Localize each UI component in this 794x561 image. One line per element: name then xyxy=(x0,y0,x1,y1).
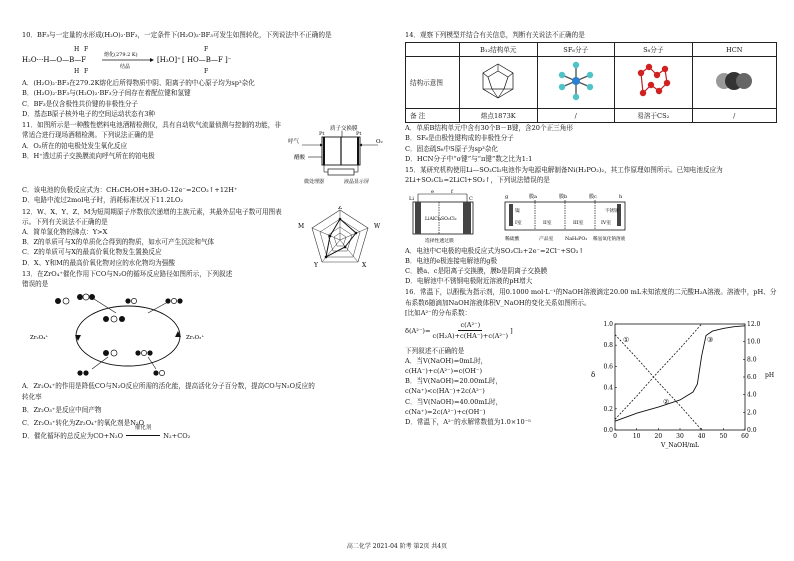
svg-text:F: F xyxy=(204,46,209,54)
y-left-tick-label: 0.8 xyxy=(603,342,613,350)
q12-option-b: B．Z的单质可与X的单质化合得到的物质，如水可产生沉淀和气体 xyxy=(22,238,215,247)
y-right-tick-label: 10.0 xyxy=(747,338,761,346)
svg-text:g: g xyxy=(505,193,509,200)
svg-text:LiAlCl₄: LiAlCl₄ xyxy=(425,216,442,222)
y-right-tick-label: 12.0 xyxy=(747,321,761,329)
q12-option-d: D．X、Y和M的最高价氧化物对应的水化物均为强酸 xyxy=(22,258,175,267)
q14-model-table xyxy=(405,42,777,123)
svg-text:膜b: 膜b xyxy=(559,193,568,200)
q16-option-c-eq: c(Na⁺)=2c(A²⁻)+c(OH⁻) xyxy=(405,407,486,416)
q16-formula-numerator: c(A²⁻) xyxy=(458,320,482,331)
q11-option-d: D．电路中流过2mol电子时，消耗标准状况下11.2LO₂ xyxy=(22,196,184,205)
table-cell: 易溶于CS₂ xyxy=(615,109,693,123)
y-left-tick-label: 1.0 xyxy=(603,321,613,329)
q10-option-c: C．BF₃是仅含极性共价键的非极性分子 xyxy=(22,99,139,108)
q13-option-d-post: N₂+CO₂ xyxy=(163,432,191,441)
table-header-cell: S₈分子 xyxy=(615,43,693,57)
svg-text:h: h xyxy=(619,193,623,200)
y-right-tick-label: 0.0 xyxy=(747,427,757,435)
svg-text:Pt: Pt xyxy=(319,131,325,138)
x-tick-label: 20 xyxy=(654,433,663,441)
q10-option-d: D．基态B原子核外电子的空间运动状态有3种 xyxy=(22,109,156,118)
svg-text:Li: Li xyxy=(409,195,414,202)
table-cell: 备 注 xyxy=(406,109,460,123)
y-right-tick-label: 2.0 xyxy=(747,409,757,417)
svg-text:F: F xyxy=(204,68,209,76)
q13-option-a: A．Zr₂O₄⁺的作用是降低CO与N₂O反应所需的活化能，提高活化分子百分数，提高CO与N₂O反应的 xyxy=(22,382,315,391)
x-tick-label: 30 xyxy=(676,433,684,441)
table-cell: 熔点1873K xyxy=(460,109,538,123)
svg-text:IV室: IV室 xyxy=(601,220,612,226)
q10-condition-bottom: 结晶 xyxy=(120,64,131,71)
svg-text:膜c: 膜c xyxy=(589,193,597,200)
table-header-cell: B₁₂结构单元 xyxy=(460,43,538,57)
y-right-tick-label: 8.0 xyxy=(747,356,757,364)
q13-stem-2: 错误的是 xyxy=(22,280,49,289)
table-row xyxy=(406,43,777,57)
svg-text:醋酸: 醋酸 xyxy=(294,155,306,162)
x-tick-label: 50 xyxy=(719,433,728,441)
svg-text:Zr₂O₃⁺: Zr₂O₃⁺ xyxy=(186,335,205,342)
page-footer: 高二化学 2021-04 阶考 第2页 共4页 xyxy=(346,542,448,550)
svg-text:呼气: 呼气 xyxy=(288,139,300,146)
q14-stem: 14．观察下列模型并结合有关信息，判断有关说法不正确的是 xyxy=(405,31,585,39)
q14-option-b: B．SF₆是由极性键构成的非极性分子 xyxy=(405,134,514,143)
svg-text:SO₂Cl₂: SO₂Cl₂ xyxy=(441,216,457,222)
svg-text:M: M xyxy=(298,222,305,230)
q16-note: [比如A²⁻的分布系数： xyxy=(405,308,472,317)
y-left-tick-label: 0.4 xyxy=(603,384,613,392)
svg-text:膜a: 膜a xyxy=(529,193,537,200)
svg-text:II室: II室 xyxy=(543,220,552,226)
q13-option-b: B．Zr₂O₃⁺是反应中间产物 xyxy=(22,405,102,414)
curve-label-3: ③ xyxy=(707,336,714,345)
q12-option-c: C．Z的单质可与X的最高价氧化物发生置换反应 xyxy=(22,248,162,257)
svg-text:Z: Z xyxy=(338,205,343,211)
q11-fuel-cell-figure xyxy=(286,123,394,185)
svg-text:Y: Y xyxy=(314,261,318,268)
svg-text:F: F xyxy=(84,68,89,76)
svg-text:不锈钢: 不锈钢 xyxy=(605,208,619,214)
q14-option-d: D．HCN分子中“σ键”与“π键”数之比为1:1 xyxy=(405,154,533,163)
q16-titration-chart xyxy=(585,318,775,450)
q16-intro: 下列叙述不正确的是 xyxy=(405,346,465,355)
q10-option-b: B．(H₂O)₂·BF₃与(H₂O)₂·BF₃分子间存在着配位键和氢键 xyxy=(22,89,191,98)
q15-stem: 15．某研究机构使用Li—SO₂Cl₂电池作为电源电解制备Ni(H₂PO₂)₂，其工作原理如图所示。已知电池反应为2Li+SO₂Cl₂=2LiCl+SO₂↑，下列说法错误的是 xyxy=(405,166,723,185)
q10-stem: 10．BF₃与一定量的水形成(H₂O)₂·BF₃，一定条件下(H₂O)₂·BF₃可发生如图转化，下列说法中不正确的是 xyxy=(22,31,332,39)
q16-stem: 16．常温下，以酚酞为指示剂，用0.1000 mol·L⁻¹的NaOH溶液滴定20.00 mL未知浓度的二元酸H₂A溶液。溶液中，pH、分布系数δ随滴加NaOH溶液体积V_NaOH的变化关系如图所示。 xyxy=(405,288,777,307)
q11-block xyxy=(22,119,394,185)
svg-text:Zr₂O₄⁺: Zr₂O₄⁺ xyxy=(30,335,49,342)
svg-text:F: F xyxy=(84,46,89,54)
svg-text:微处理器: 微处理器 xyxy=(304,179,325,186)
svg-text:H: H xyxy=(74,46,80,54)
svg-text:III室: III室 xyxy=(573,220,584,226)
hcn-structure-image xyxy=(692,57,776,109)
x-axis-label: V_NaOH/mL xyxy=(660,442,700,450)
svg-text:液晶显示屏: 液晶显示屏 xyxy=(344,179,370,186)
q16-option-a-eq: c(HA⁻)+c(A²⁻)=c(OH⁻) xyxy=(405,366,483,375)
q13-catalytic-cycle-figure xyxy=(28,291,228,379)
table-header-cell xyxy=(406,43,460,57)
y-right-tick-label: 6.0 xyxy=(747,374,757,382)
svg-text:[H₃O]⁺: [H₃O]⁺ xyxy=(157,56,181,65)
svg-text:产品室: 产品室 xyxy=(539,236,554,242)
q10-option-a: A．(H₂O)₂·BF₃在279.2K熔化后所得物质中阴、阳离子的中心原子均为sp³杂化 xyxy=(22,79,255,88)
q16-formula: δ(A²⁻)= $\frac{\text{c(A²⁻)}}{\text{c(H₂A)+c(HA⁻)+c(A²⁻)}}$ ] xyxy=(405,321,513,341)
q16-option-a: A．当V(NaOH)=0mL时， xyxy=(405,356,488,365)
svg-text:H₂O···H—O—B—F: H₂O···H—O—B—F xyxy=(22,56,87,65)
table-header-cell: HCN xyxy=(692,43,776,57)
q11-option-c: C．该电池的负极反应式为：CH₃CH₂OH+3H₂O-12e⁻=2CO₂↑+12H⁺ xyxy=(22,186,238,195)
y-left-axis-label: δ xyxy=(591,371,596,380)
svg-text:镍: 镍 xyxy=(515,208,520,214)
q16-option-c: C．当V(NaOH)=40.00mL时， xyxy=(405,397,503,406)
svg-text:I室: I室 xyxy=(515,220,522,226)
svg-text:X: X xyxy=(362,261,367,268)
q14-option-a: A．单质B结构单元中含有30个B－B键，含20个正三角形 xyxy=(405,124,573,133)
svg-text:C: C xyxy=(469,195,473,202)
y-left-tick-label: 0.2 xyxy=(603,405,613,413)
svg-text:稀硫酸: 稀硫酸 xyxy=(505,236,520,242)
q10-reaction-figure xyxy=(22,42,394,76)
x-tick-label: 10 xyxy=(632,433,641,441)
q11-stem: 11．如图所示是一种酸性燃料电池酒精检测仪，具有自动吹气流量侦测与控制的功能，非常适合进行现场酒精检测。下列说法正确的是 xyxy=(22,121,281,140)
q12-radar-chart xyxy=(290,206,390,268)
table-cell: / xyxy=(537,109,615,123)
q13-option-d-catalyst: 催化剂 xyxy=(134,425,152,432)
curve-label-1: ① xyxy=(623,336,630,345)
q13-option-a-cont: 转化率 xyxy=(22,392,42,401)
q15-option-c: C．膜a、c是阳离子交换膜，膜b是阴离子交换膜 xyxy=(405,266,548,275)
x-tick-label: 40 xyxy=(697,433,706,441)
svg-text:e: e xyxy=(431,188,434,195)
b12-structure-image xyxy=(460,57,538,109)
q13-option-c: C．Zr₂O₃⁺转化为Zr₂O₄⁺的氧化剂是N₂O xyxy=(22,418,145,427)
svg-text:稀氢氧化钠溶液: 稀氢氧化钠溶液 xyxy=(593,236,626,242)
table-header-cell: SF₆分子 xyxy=(537,43,615,57)
sf6-structure-image xyxy=(537,57,615,109)
series-line-3 xyxy=(615,326,745,421)
q12-block xyxy=(22,206,394,268)
q15-option-b: B．电池的e极连接电解池的g极 xyxy=(405,256,498,265)
q16-option-b-eq: c(Na⁺)<c(HA⁻)+2c(A²⁻) xyxy=(405,387,485,396)
q16-option-b: B．当V(NaOH)=20.00mL时， xyxy=(405,377,503,386)
q12-option-a: A．简单氢化物的沸点：Y>X xyxy=(22,227,108,236)
x-tick-label: 60 xyxy=(741,433,749,441)
q16-option-d: D．常温下，A²⁻的水解常数值为1.0×10⁻⁵ xyxy=(405,418,531,427)
svg-text:W: W xyxy=(374,222,381,230)
q15-electrolysis-figure xyxy=(405,188,705,244)
q15-option-d: D．电解池中不锈钢电极附近溶液的pH增大 xyxy=(405,277,533,286)
q16-block xyxy=(405,318,777,450)
q11-option-b: B．H⁺透过质子交换膜流向呼气所在的铂电极 xyxy=(22,151,155,160)
series-line-1 xyxy=(615,335,702,430)
q13-option-d xyxy=(22,425,394,441)
table-row xyxy=(406,109,777,123)
svg-text:f: f xyxy=(451,188,453,195)
y-right-axis-label: pH xyxy=(765,372,775,380)
q12-stem: 12．W、X、Y、Z、M为短周期原子序数依次递增的主族元素，其最外层电子数可用图表示。下列有关说法不正确的是 xyxy=(22,207,282,226)
q16-formula-denominator: c(H₂A)+c(HA⁻)+c(A²⁻) xyxy=(432,332,509,341)
table-row xyxy=(406,57,777,109)
svg-text:[ HO—B—F ]⁻: [ HO—B—F ]⁻ xyxy=(182,56,232,65)
x-tick-label: 0 xyxy=(613,433,617,441)
q10-condition-top: 熔化(279.2 K) xyxy=(104,52,138,59)
q15-option-a: A．电池中C电极的电极反应式为SO₂Cl₂+2e⁻=2Cl⁻+SO₂↑ xyxy=(405,246,584,255)
q13-option-d-pre: D．催化循环的总反应为CO+N₂O xyxy=(22,432,124,441)
y-left-tick-label: 0.6 xyxy=(603,363,613,371)
right-column xyxy=(405,30,777,450)
svg-text:NaH₂PO₂: NaH₂PO₂ xyxy=(565,236,588,242)
svg-text:H: H xyxy=(74,68,80,76)
y-left-tick-label: 0.0 xyxy=(603,427,613,435)
table-cell: 结构示意图 xyxy=(406,57,460,109)
q14-option-c: C．固态硫S₈中S原子为sp³杂化 xyxy=(405,144,498,153)
left-column xyxy=(22,30,394,441)
svg-text:O₂: O₂ xyxy=(376,139,383,146)
svg-text:Pt: Pt xyxy=(356,131,362,138)
svg-text:选择性透过膜: 选择性透过膜 xyxy=(425,238,454,244)
q11-option-a: A．O₂所在的铂电极处发生氧化反应 xyxy=(22,141,128,150)
svg-text:质子交换膜: 质子交换膜 xyxy=(330,126,358,133)
q13-stem: 13．在ZrO₄⁺催化作用下CO与N₂O的循环反应路径如图所示，下列叙述 xyxy=(22,269,233,278)
y-right-tick-label: 4.0 xyxy=(747,391,757,399)
table-cell: / xyxy=(692,109,776,123)
curve-label-2: ② xyxy=(663,398,670,407)
s8-structure-image xyxy=(615,57,693,109)
